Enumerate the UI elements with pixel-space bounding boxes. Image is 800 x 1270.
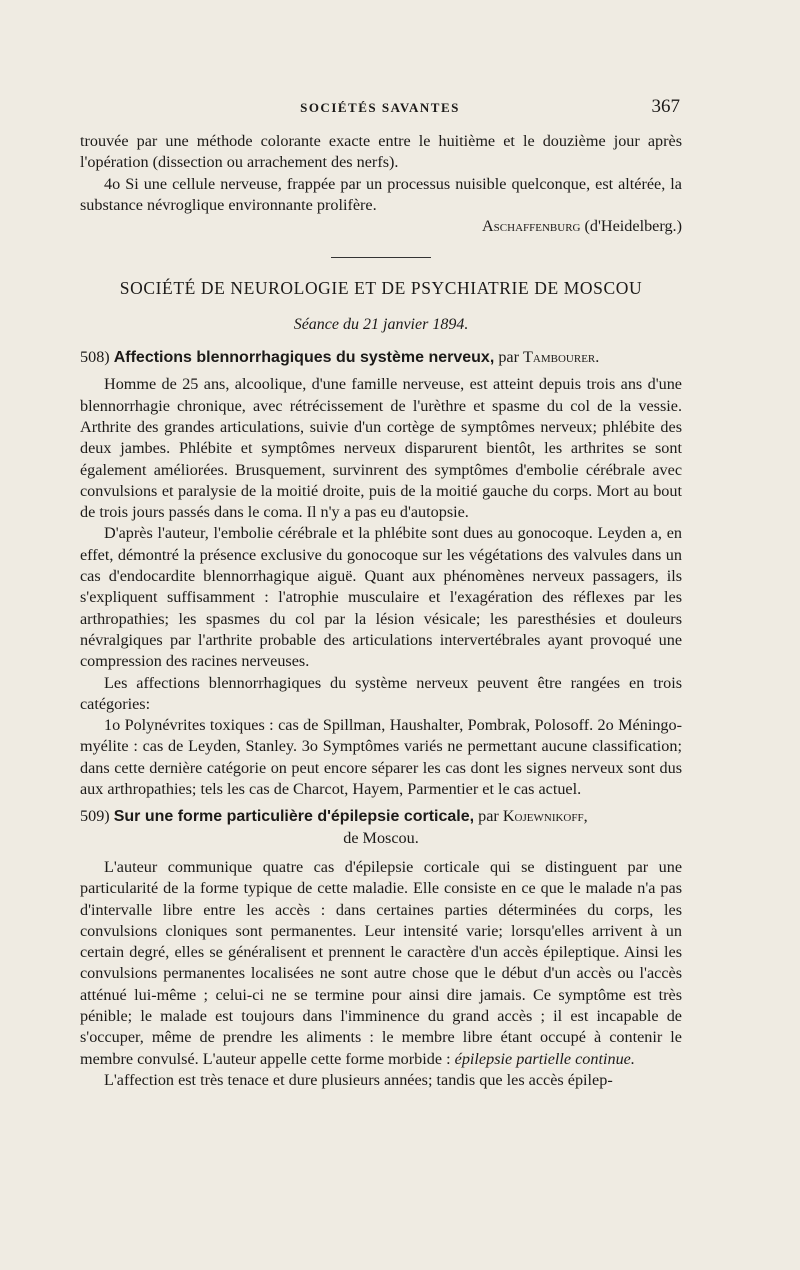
abstract-509-heading [80, 806, 682, 827]
abstract-508-author: Tambourer. [523, 348, 600, 367]
abstract-509-title: Sur une forme particulière d'épilepsie corticale, [113, 808, 475, 826]
intro-paragraph: trouvée par une méthode colorante exacte entre le huitième et le douzième jour après l'opération (dissection ou arrachement des nerfs). [80, 132, 682, 172]
society-title: SOCIÉTÉ DE NEUROLOGIE ET DE PSYCHIATRIE DE MOSCOU [119, 278, 643, 299]
abstract-508-paragraph-4: 1o Polynévrites toxiques : cas de Spillman, Haushalter, Pombrak, Polosoff. 2o Méningo-myélite : cas de Leyden, Stanley. 3o Symptômes variés ne permettant aucune classification; dans cette dernière catégorie on peut encore séparer les cas dont les signes nerveux sont dus aux arthropathies; tels les cas de Charcot, Hayem, Parmentier et le cas actuel. [80, 716, 682, 799]
abstract-508-par: par [498, 348, 519, 367]
abstract-509-author: Kojewnikoff, [502, 807, 588, 826]
article-body [80, 131, 682, 1091]
abstract-508-number: 508) [80, 348, 110, 367]
running-head: SOCIÉTÉS SAVANTES [300, 100, 460, 115]
section-divider [331, 257, 431, 258]
abstract-509-paragraph-2: L'affection est très tenace et dure plusieurs années; tandis que les accès épilep- [104, 1070, 613, 1089]
signature-name: Aschaffenburg [481, 217, 581, 236]
abstract-509-paragraph-1 [80, 857, 682, 1070]
abstract-509-location: de Moscou. [343, 828, 419, 847]
signature [80, 216, 682, 237]
signature-place: (d'Heidelberg.) [584, 217, 682, 236]
abstract-508-paragraph-3: Les affections blennorrhagiques du système nerveux peuvent être rangées en trois catégories: [80, 673, 682, 713]
abstract-509-paragraph-1-text: L'auteur communique quatre cas d'épilepsie corticale qui se distinguent par une particularité de la forme typique de cette maladie. Elle consiste en ce que le malade n'a pas d'intervalle libre entre les accès : dans certaines parties déterminées du corps, les convulsions cloniques sont permanentes. Leur intensité varie; lorsqu'elles arrivent à un certain degré, elles se généralisent et prennent le caractère d'un accès épileptique. Ainsi les convulsions permanentes localisées ne sont autre chose que le début d'un accès ou l'accès atténué lui-même ; celui-ci ne se termine pour ainsi dire jamais. Ce symptôme est très pénible; le malade est toujours dans l'imminence du grand accès ; il est incapable de s'occuper, même de prendre les aliments : le membre libre étant occupé à contenir le membre convulsé. L'auteur appelle cette forme morbide : [80, 857, 682, 1068]
page-number: 367 [651, 96, 680, 117]
intro-point-4: 4o Si une cellule nerveuse, frappée par un processus nuisible quelconque, est altérée, la substance névroglique environnante prolifère. [80, 174, 682, 214]
abstract-508-paragraph-2: D'après l'auteur, l'embolie cérébrale et la phlébite sont dues au gonocoque. Leyden a, en effet, démontré la présence exclusive du gonocoque sur les végétations des valvules dans un cas d'endocardite blennorrhagique aiguë. Quant aux phénomènes nerveux passagers, ils s'expliquent suffisamment : l'atrophie musculaire et l'exagération des réflexes par les arthropathies; les spasmes du col par la lésion vésicale; les paresthésies et douleurs névralgiques par l'arthrite probable des articulations intervertébrales ayant provoqué une compression des racines nerveuses. [80, 524, 682, 671]
abstract-509-number: 509) [80, 807, 110, 826]
abstract-508-heading [80, 347, 682, 368]
abstract-508-title: Affections blennorrhagiques du système nerveux, [113, 349, 495, 367]
abstract-508-paragraph-1: Homme de 25 ans, alcoolique, d'une famille nerveuse, est atteint depuis trois ans d'une blennorrhagie chronique, avec rétrécissement de l'urèthre et spasme du col de la vessie. Arthrite des grandes articulations, suivie d'un cortège de symptômes nerveux; phlébite des deux jambes. Phlébite et symptômes nerveux disparurent bientôt, les arthrites se sont également améliorées. Brusquement, survinrent des symptômes d'embolie cérébrale avec convulsions et paralysie de la moitié droite, puis de la moitié gauche du corps. Mort au bout de trois jours passés dans le coma. Il n'y a pas eu d'autopsie. [80, 375, 682, 522]
page-header [80, 96, 680, 120]
abstract-509-term: épilepsie partielle continue. [454, 1049, 635, 1068]
abstract-509-par: par [478, 807, 499, 826]
seance-date: Séance du 21 janvier 1894. [293, 315, 469, 333]
